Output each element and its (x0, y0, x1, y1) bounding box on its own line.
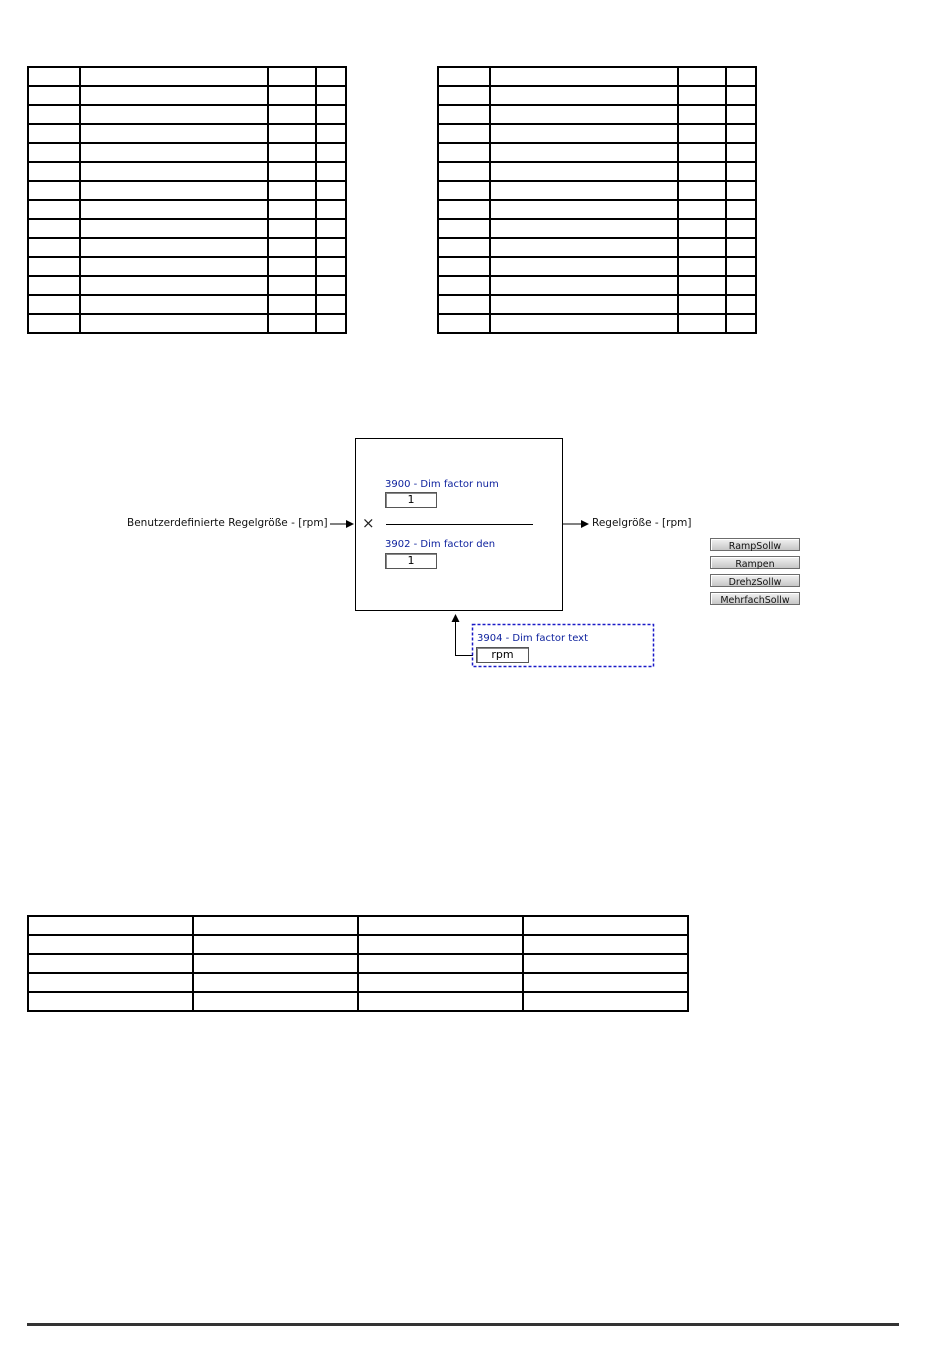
drehzsollw-button[interactable]: DrehzSollw (710, 574, 800, 587)
table-row (28, 973, 688, 992)
table-row (28, 916, 688, 935)
rampen-button[interactable]: Rampen (710, 556, 800, 569)
text-param-connector (456, 615, 474, 656)
multiply-icon: × (362, 514, 375, 532)
rampsollw-button[interactable]: RampSollw (710, 538, 800, 551)
dim-factor-num-field[interactable]: 1 (385, 492, 437, 508)
dim-factor-den-label[interactable]: 3902 - Dim factor den (385, 539, 496, 550)
table-row (28, 992, 688, 1011)
summary-table (27, 915, 689, 1012)
dim-factor-text-field[interactable]: rpm (476, 647, 529, 663)
table-row (28, 954, 688, 973)
mehrfachsollw-button[interactable]: MehrfachSollw (710, 592, 800, 605)
table-body (28, 916, 688, 1011)
dim-factor-text-label[interactable]: 3904 - Dim factor text (477, 633, 589, 644)
table-row (28, 935, 688, 954)
footer-divider (27, 1323, 899, 1326)
input-signal-label: Benutzerdefinierte Regelgröße - [rpm] (127, 517, 328, 529)
dim-factor-den-field[interactable]: 1 (385, 553, 437, 569)
output-signal-label: Regelgröße - [rpm] (592, 517, 692, 529)
dim-factor-num-label[interactable]: 3900 - Dim factor num (385, 479, 499, 490)
